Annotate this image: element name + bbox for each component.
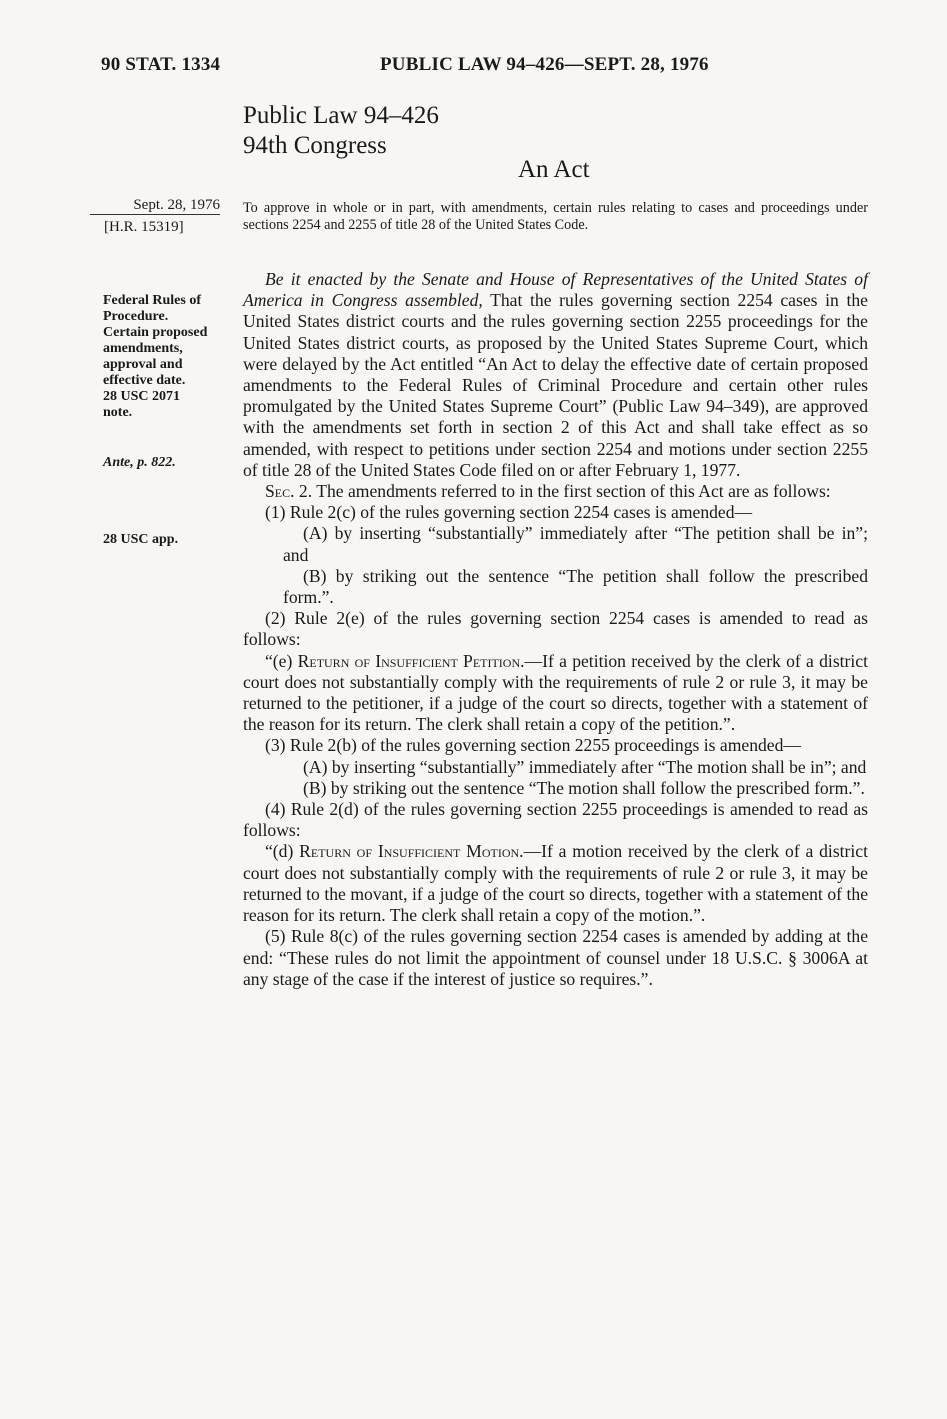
page-citation: 90 STAT. 1334 [101,54,221,75]
paragraph-3a: (A) by inserting “substantially” immediately after “The motion shall be in”; and [303,756,867,777]
subsection-e-text: —If a petition received by the clerk of a district court does not substantially comply with the requirements of rule 2 or rule 3, it may be returned to the petitioner, if a judge of the court so directs, together with a statement of the reason for its return. The clerk shall retain a copy of the petition.”. [243,650,868,735]
margin-usc-app: 28 USC app. [103,532,179,547]
section-2-label: Sec. 2. [265,481,313,502]
paragraph-3b: (B) by striking out the sentence “The motion shall follow the prescribed form.”. [303,777,865,798]
subsection-d-label: “(d) [265,841,294,862]
section-1-text: That the rules governing section 2254 cases in the United States district courts and the rules governing section 2255 proceedings for the United States district courts, as proposed by the United States Supreme Court, which were delayed by the Act entitled “An Act to delay the effective date of certain proposed amendments to the Federal Rules of Criminal Procedure and certain other rules promulgated by the United States Supreme Court” (Public Law 94–349), are approved with the amendments set forth in section 2 of this Act and shall take effect as so amended, with respect to petitions under section 2254 and motions under section 2255 of title 28 of the United States Code filed on or after February 1, 1977. [243,290,868,480]
section-1 [243,269,868,481]
subsection-d-heading: Return of Insufficient Motion. [299,841,524,862]
paragraph-3: (3) Rule 2(b) of the rules governing section 2255 proceedings is amended— [265,735,801,756]
margin-topic-line: effective date. [103,373,186,388]
margin-ante: Ante, p. 822. [103,455,176,470]
margin-topic-line: Certain proposed [103,325,208,340]
paragraph-5: (5) Rule 8(c) of the rules governing section 2254 cases is amended by adding at the end: “These rules do not limit the appointment of counsel under 18 U.S.C. § 3006A at any stage of the case if the interest of justice so requires.”. [243,926,868,989]
section-2-intro: The amendments referred to in the first section of this Act are as follows: [316,481,831,502]
margin-topic-line: 28 USC 2071 [103,389,181,404]
margin-topic-line: note. [103,405,133,420]
purpose-clause: To approve in whole or in part, with amendments, certain rules relating to cases and proceedings under sections 2254 and 2255 of title 28 of the United States Code. [243,200,868,233]
margin-topic-line: Federal Rules of [103,293,201,308]
section-2 [243,481,868,502]
paragraph-2: (2) Rule 2(e) of the rules governing section 2254 cases is amended to read as follows: [243,608,868,650]
congress: 94th Congress [243,132,387,159]
act-body [243,269,868,990]
paragraph-1a: (A) by inserting “substantially” immediately after “The petition shall be in”; and [283,523,868,565]
enacting-clause: Be it enacted by the Senate and House of Representatives of the United States of America in Congress assembled, [243,269,868,311]
paragraph-4-quote [243,841,868,926]
running-title: PUBLIC LAW 94–426—SEPT. 28, 1976 [380,54,709,75]
margin-topic-line: amendments, [103,341,183,356]
margin-bill: [H.R. 15319] [104,219,184,235]
paragraph-1b: (B) by striking out the sentence “The petition shall follow the prescribed form.”. [283,565,868,608]
subsection-e-label: “(e) [265,650,293,671]
paragraph-2-quote [243,651,868,736]
law-number: Public Law 94–426 [243,102,439,129]
act-title: An Act [518,156,590,183]
paragraph-1: (1) Rule 2(c) of the rules governing section 2254 cases is amended— [265,502,753,523]
margin-date: Sept. 28, 1976 [90,197,220,215]
margin-topic-note [103,293,233,421]
paragraph-4: (4) Rule 2(d) of the rules governing section 2255 proceedings is amended to read as follows: [243,799,868,841]
margin-topic-line: Procedure. [103,309,169,324]
margin-topic-line: approval and [103,357,183,372]
subsection-e-heading: Return of Insufficient Petition. [297,650,525,671]
subsection-d-text: —If a motion received by the clerk of a district court does not substantially comply with the requirements of rule 2 or rule 3, it may be returned to the movant, if a judge of the court so directs, together with a statement of the reason for its return. The clerk shall retain a copy of the motion.”. [243,841,868,926]
